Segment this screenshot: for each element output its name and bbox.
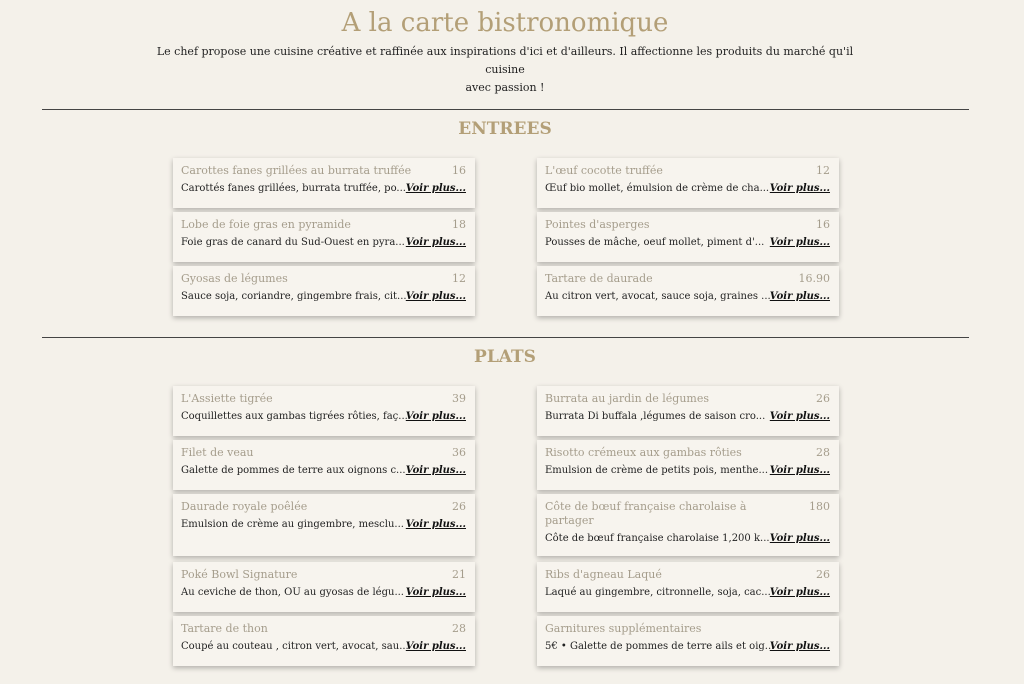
voir-plus-link[interactable]: Voir plus... [769,533,830,544]
intro-line-1: Le chef propose une cuisine créative et raffinée aux inspirations d'ici et d'ailleurs. Il affectionne les produits du marché qu'il cuisine [156,45,854,76]
menu-item-description: Emulsion de crème au gingembre, mesclu... [181,519,404,530]
menu-item-card[interactable] [537,386,839,436]
menu-item-description: Emulsion de crème de petits pois, menthe... [545,465,768,476]
voir-plus-link[interactable]: Voir plus... [769,183,830,194]
menu-item-name: L'Assiette tigrée [181,392,273,405]
menu-item-card[interactable] [173,212,475,262]
section-title-plats: PLATS [474,347,536,367]
menu-item-name: Risotto crémeux aux gambas rôties [545,446,742,459]
menu-item-name: Pointes d'asperges [545,218,650,231]
voir-plus-link[interactable]: Voir plus... [405,519,466,530]
page-title: A la carte bistronomique [341,8,669,38]
intro-line-2: avec passion ! [465,81,545,94]
menu-item-name: Tartare de thon [181,622,268,635]
menu-item-name: Gyosas de légumes [181,272,288,285]
menu-item-description: Au ceviche de thon, OU au gyosas de légu... [181,587,404,598]
menu-item-price: 39 [452,392,466,405]
menu-item-name: Lobe de foie gras en pyramide [181,218,351,231]
menu-item-price: 36 [452,446,466,459]
menu-item-card[interactable] [537,562,839,612]
menu-item-name: Burrata au jardin de légumes [545,392,710,405]
menu-item-price: 12 [452,272,466,285]
menu-item-card[interactable] [173,562,475,612]
menu-item-name: Daurade royale poêlée [181,500,308,513]
menu-item-price: 26 [452,500,466,513]
divider [42,337,969,338]
menu-item-card[interactable] [173,266,475,316]
voir-plus-link[interactable]: Voir plus... [405,411,466,422]
menu-item-description: Foie gras de canard du Sud-Ouest en pyra... [181,237,405,248]
menu-item-price: 26 [816,568,830,581]
menu-item-description: 5€ • Galette de pommes de terre ails et oig... [545,641,775,652]
voir-plus-link[interactable]: Voir plus... [769,465,830,476]
menu-item-price: 16 [816,218,830,231]
menu-item-card[interactable] [173,440,475,490]
menu-item-name: Ribs d'agneau Laqué [545,568,662,581]
voir-plus-link[interactable]: Voir plus... [405,641,466,652]
menu-item-description: Coupé au couteau , citron vert, avocat, sau... [181,641,409,652]
menu-item-card[interactable] [173,616,475,666]
menu-item-price: 21 [452,568,466,581]
menu-item-card[interactable] [537,616,839,666]
voir-plus-link[interactable]: Voir plus... [405,237,466,248]
menu-item-card[interactable] [173,386,475,436]
menu-item-description: Sauce soja, coriandre, gingembre frais, cit... [181,291,407,302]
menu-item-description: Galette de pommes de terre aux oignons c... [181,465,406,476]
voir-plus-link[interactable]: Voir plus... [405,465,466,476]
menu-item-name: Carottes fanes grillées au burrata truffée [181,164,412,177]
menu-item-description: Côte de bœuf française charolaise 1,200 k... [545,533,770,544]
menu-item-name: Filet de veau [181,446,254,459]
menu-item-price: 16.90 [798,272,830,285]
menu-item-name: L'œuf cocotte truffée [545,164,663,177]
menu-item-description: Coquillettes aux gambas tigrées rôties, faç... [181,411,408,422]
voir-plus-link[interactable]: Voir plus... [405,587,466,598]
menu-item-price: 12 [816,164,830,177]
voir-plus-link[interactable]: Voir plus... [769,641,830,652]
menu-item-price: 28 [452,622,466,635]
menu-item-price: 18 [452,218,466,231]
intro-text [140,43,870,97]
menu-item-price: 16 [452,164,466,177]
menu-item-description: Burrata Di buffala ,légumes de saison cro... [545,411,766,422]
menu-item-name: Poké Bowl Signature [181,568,298,581]
menu-item-card[interactable] [537,266,839,316]
menu-item-card[interactable] [537,212,839,262]
menu-item-card[interactable] [173,494,475,556]
menu-item-price: 180 [809,500,830,513]
menu-item-name: Tartare de daurade [545,272,653,285]
menu-item-description: Laqué au gingembre, citronnelle, soja, cac... [545,587,771,598]
menu-item-name: Côte de bœuf française charolaise à partager [545,500,747,527]
menu-item-description: Œuf bio mollet, émulsion de crème de cha... [545,183,770,194]
menu-item-price: 28 [816,446,830,459]
voir-plus-link[interactable]: Voir plus... [769,237,830,248]
menu-item-name: Garnitures supplémentaires [545,622,702,635]
divider [42,109,969,110]
menu-item-card[interactable] [537,440,839,490]
menu-item-card[interactable] [537,494,839,556]
section-title-entrees: ENTREES [458,119,552,139]
menu-item-description: Au citron vert, avocat, sauce soja, graines ... [545,291,771,302]
menu-item-description: Carottés fanes grillées, burrata truffée, po... [181,183,406,194]
menu-item-description: Pousses de mâche, oeuf mollet, piment d'... [545,237,765,248]
menu-item-price: 26 [816,392,830,405]
voir-plus-link[interactable]: Voir plus... [769,291,830,302]
menu-item-card[interactable] [537,158,839,208]
voir-plus-link[interactable]: Voir plus... [769,411,830,422]
menu-item-card[interactable] [173,158,475,208]
voir-plus-link[interactable]: Voir plus... [405,183,466,194]
voir-plus-link[interactable]: Voir plus... [405,291,466,302]
voir-plus-link[interactable]: Voir plus... [769,587,830,598]
